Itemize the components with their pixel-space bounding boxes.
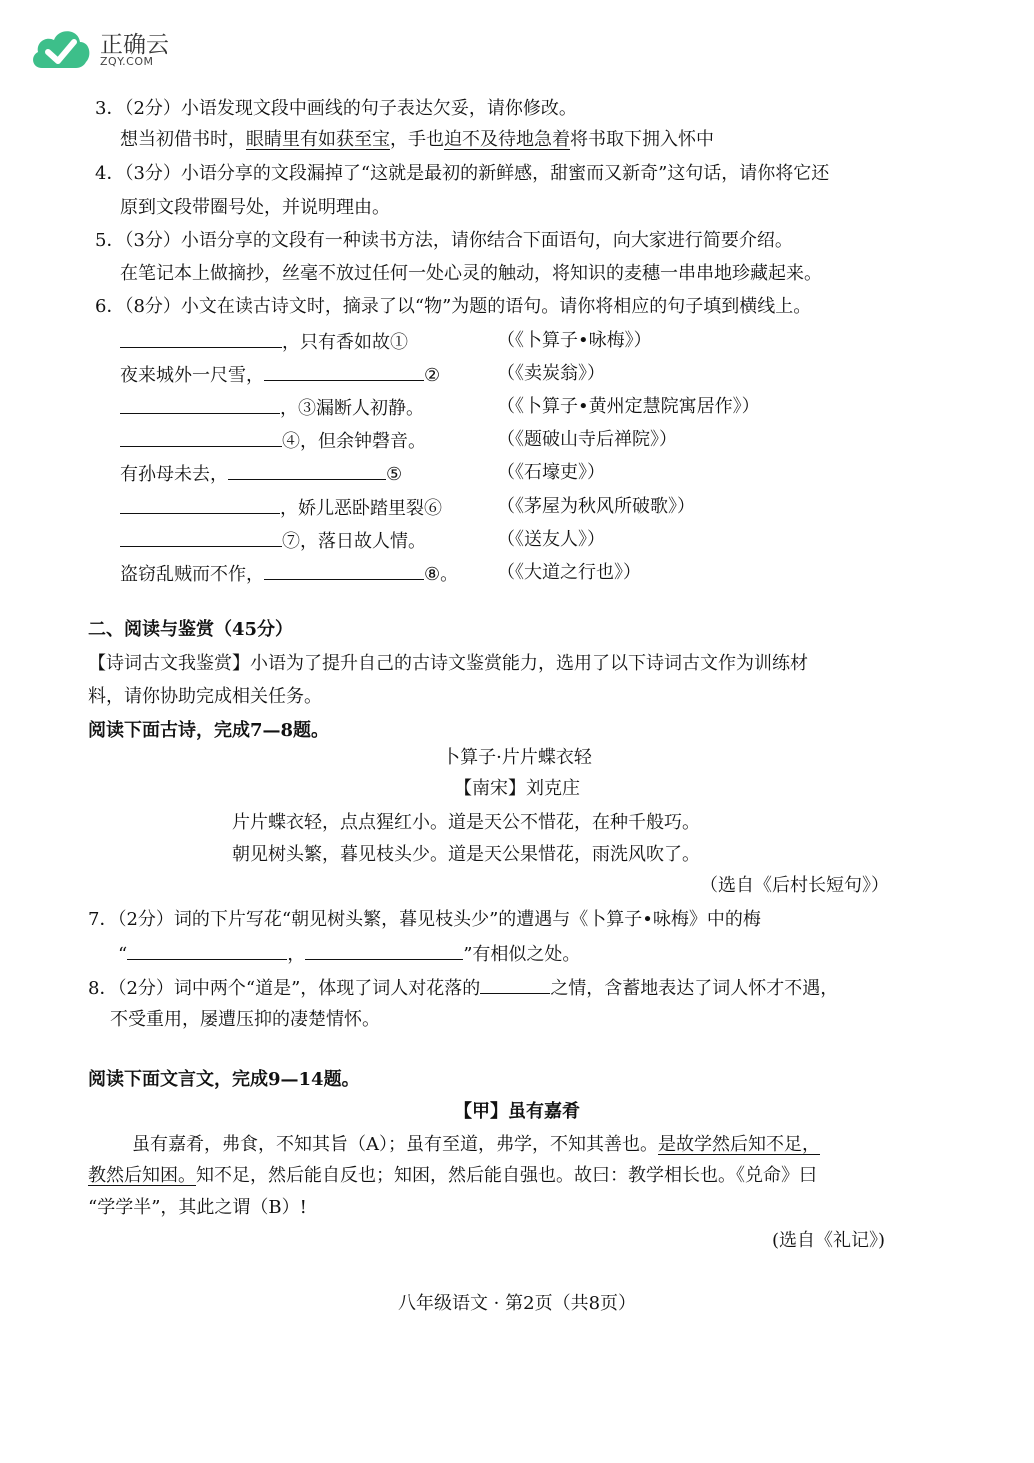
q7-close-text: ”有相似之处。: [463, 944, 581, 965]
page-footer: 八年级语文 · 第2页（共8页）: [397, 1293, 637, 1314]
q6-source-8: （《大道之行也》）: [497, 562, 641, 583]
poem-line-2: 朝见树头繁，暮见枝头少。道是天公果惜花，雨洗风吹了。: [232, 844, 700, 865]
q6-row-text: ⑤: [386, 464, 403, 485]
q6-row-6: [120, 495, 442, 521]
fill-blank[interactable]: [120, 495, 280, 514]
read-instruction-9-14: 阅读下面文言文，完成9—14题。: [88, 1069, 360, 1090]
jia-underline-2: 教然后知困。: [88, 1165, 196, 1186]
fill-blank[interactable]: [480, 975, 550, 994]
jia-line-1: [132, 1133, 820, 1157]
q3-sent-c: 将书取下拥入怀中: [570, 129, 714, 150]
q6-row-text: 有孙母未去，: [120, 464, 228, 485]
q7-line1: 7．（2分）词的下片写花“朝见树头繁，暮见枝头少”的遭遇与《卜算子•咏梅》中的梅: [88, 909, 761, 930]
jia-underline-1: 是故学然后知不足，: [658, 1134, 820, 1155]
section2-intro-1: 【诗词古文我鉴赏】小语为了提升自己的古诗文鉴赏能力，选用了以下诗词古文作为训练材: [88, 653, 808, 674]
q6-row-text: 盗窃乱贼而不作，: [120, 564, 264, 585]
fill-blank[interactable]: [120, 329, 282, 348]
q6-row-text: ，只有香如故①: [282, 332, 408, 353]
q6-row-text: 夜来城外一尺雪，: [120, 365, 264, 386]
q6-source-3: （《卜算子•黄州定慧院寓居作》）: [497, 396, 760, 417]
fill-blank[interactable]: [120, 395, 280, 414]
read-instruction-7-8: 阅读下面古诗，完成7—8题。: [88, 720, 330, 741]
q6-row-text: ，③漏断人初静。: [280, 398, 424, 419]
jia-line-3: “学学半”，其此之谓（B）!: [88, 1197, 307, 1218]
jia-text: 虽有嘉肴，弗食，不知其旨（A）；虽有至道，弗学，不知其善也。: [132, 1134, 658, 1155]
q6-source-7: （《送友人》）: [497, 529, 605, 550]
q8-pre: 8．（2分）词中两个“道是”，体现了词人对花落的: [88, 978, 481, 999]
q6-stem: 6．（8分）小文在读古诗文时，摘录了以“物”为题的语句。请你将相应的句子填到横线上。: [95, 296, 812, 317]
q3-underline-1: 眼睛里有如获至宝: [246, 129, 390, 150]
q3-sent-b: ，手也: [390, 129, 444, 150]
q7-comma: ，: [287, 944, 306, 965]
q6-row-text: ④，但余钟磬音。: [282, 431, 426, 452]
jia-line-2: [88, 1164, 817, 1188]
q6-row-text: ②: [424, 365, 441, 386]
poem-author: 【南宋】刘克庄: [454, 778, 580, 799]
cloud-check-icon: [28, 22, 94, 74]
q3-sent-a: 想当初借书时，: [120, 129, 246, 150]
fill-blank[interactable]: [127, 941, 287, 960]
q6-row-2: [120, 362, 440, 388]
q5-line2: 在笔记本上做摘抄，丝毫不放过任何一处心灵的触动，将知识的麦穗一串串地珍藏起来。: [120, 263, 822, 284]
q6-row-7: [120, 528, 426, 554]
jia-text: 知不足，然后能自反也；知困，然后能自强也。故曰：教学相长也。《兑命》曰: [196, 1165, 817, 1186]
jia-title: 【甲】虽有嘉肴: [454, 1101, 580, 1122]
q6-source-2: （《卖炭翁》）: [497, 363, 605, 384]
q6-row-5: [120, 461, 402, 487]
q6-source-6: （《茅屋为秋风所破歌》）: [497, 496, 695, 517]
q4-line2: 原到文段带圈号处，并说明理由。: [120, 197, 390, 218]
logo-site: ZQY.COM: [100, 55, 154, 68]
fill-blank[interactable]: [228, 461, 386, 480]
fill-blank[interactable]: [264, 362, 424, 381]
fill-blank[interactable]: [305, 941, 463, 960]
q8-line1: [88, 975, 838, 1001]
q3-sentence: [120, 128, 714, 152]
q5-line1: 5．（3分）小语分享的文段有一种读书方法，请你结合下面语句，向大家进行简要介绍。: [95, 230, 793, 251]
q7-line2: [118, 941, 580, 967]
q8-post: 之情，含蓄地表达了词人怀才不遇，: [550, 978, 839, 999]
fill-blank[interactable]: [120, 428, 282, 447]
q6-row-1: [120, 329, 408, 355]
q6-row-3: [120, 395, 424, 421]
fill-blank[interactable]: [264, 561, 424, 580]
q6-row-text: ，娇儿恶卧踏里裂⑥: [280, 498, 442, 519]
q3-underline-2: 迫不及待地急着: [444, 129, 570, 150]
q8-line2: 不受重用，屡遭压抑的凄楚情怀。: [110, 1009, 380, 1030]
q6-row-4: [120, 428, 426, 454]
poem-source: （选自《后村长短句》）: [700, 875, 889, 896]
q3-stem: 3．（2分）小语发现文段中画线的句子表达欠妥，请你修改。: [95, 98, 577, 119]
poem-line-1: 片片蝶衣轻，点点猩红小。道是天公不惜花，在种千般巧。: [232, 812, 700, 833]
section2-intro-2: 料，请你协助完成相关任务。: [88, 686, 322, 707]
fill-blank[interactable]: [120, 528, 282, 547]
jia-source: (选自《礼记》): [772, 1230, 886, 1251]
q4-line1: 4．（3分）小语分享的文段漏掉了“这就是最初的新鲜感，甜蜜而又新奇”这句话，请你将它还: [95, 163, 830, 184]
q6-source-4: （《题破山寺后禅院》）: [497, 429, 677, 450]
logo-brand: 正确云: [100, 32, 169, 58]
q7-open-quote: “: [118, 944, 128, 965]
poem-title: 卜算子·片片蝶衣轻: [442, 747, 592, 768]
q6-row-text: ⑧。: [424, 564, 459, 585]
q6-source-1: （《卜算子•咏梅》）: [497, 330, 652, 351]
zqy-logo: [28, 22, 218, 74]
section2-heading: 二、阅读与鉴赏（45分）: [88, 619, 294, 640]
q6-row-8: [120, 561, 458, 587]
q6-source-5: （《石壕吏》）: [497, 462, 605, 483]
q6-row-text: ⑦，落日故人情。: [282, 531, 426, 552]
